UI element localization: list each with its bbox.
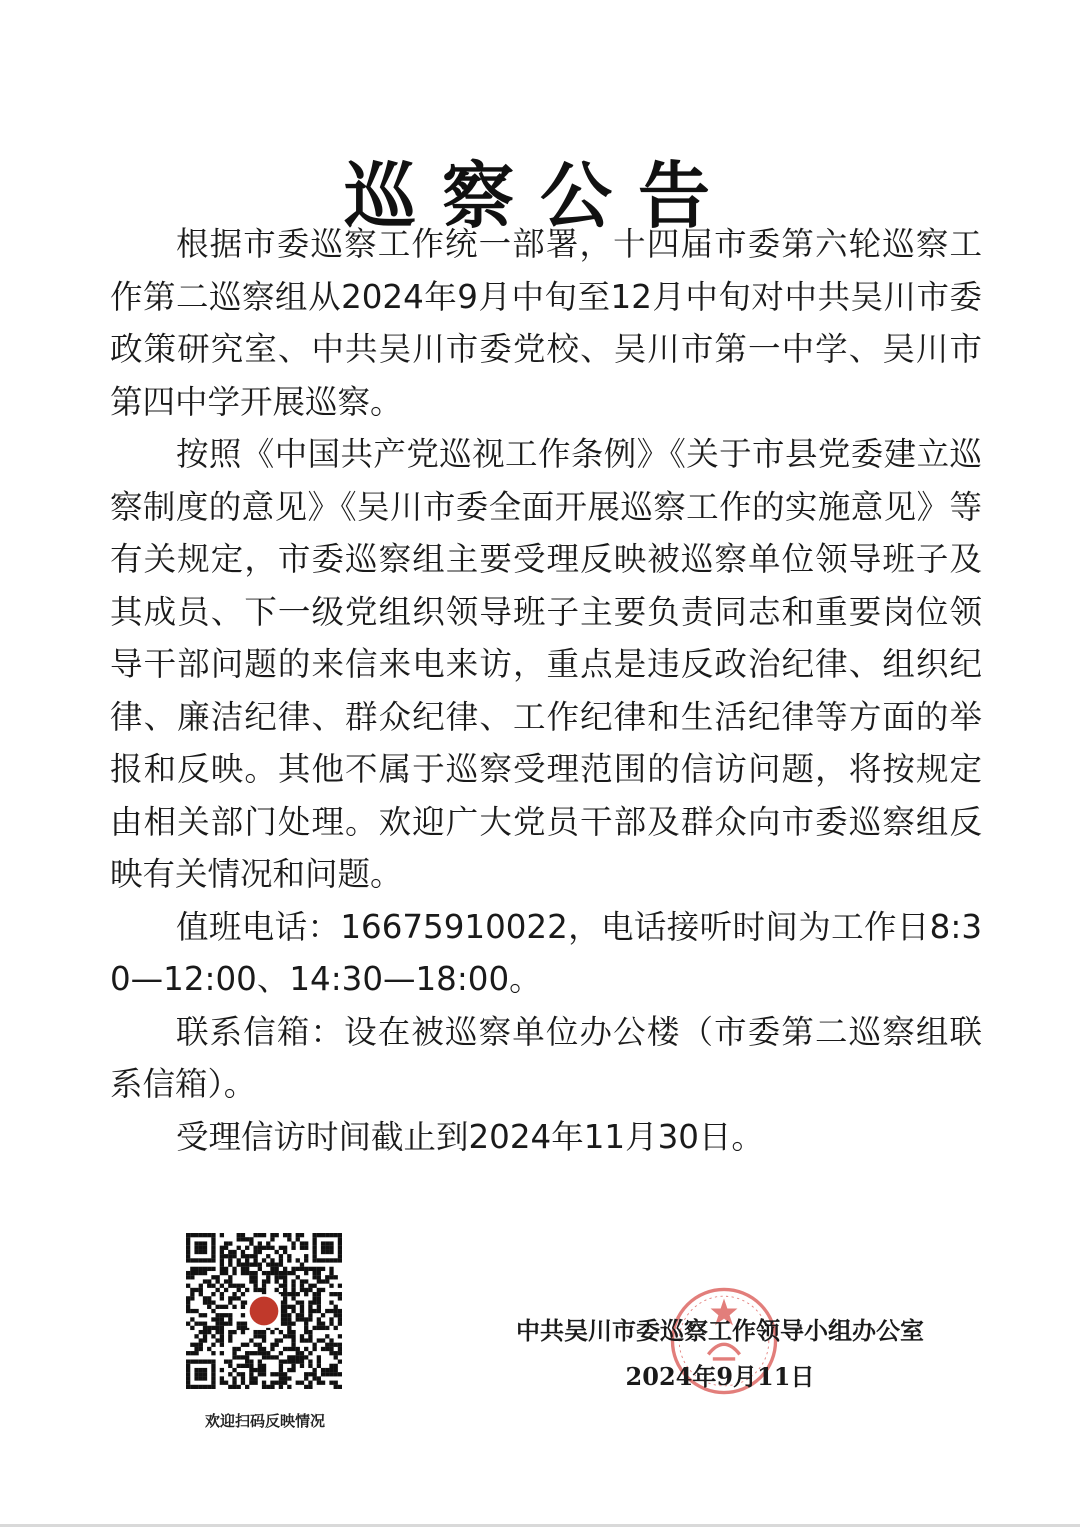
page-title: 巡察公告 — [343, 153, 736, 239]
signature-block — [480, 1308, 960, 1400]
paragraph-deadline: 受理信访时间截止到2024年11月30日。 — [176, 1117, 764, 1156]
signature-organization: 中共吴川市委巡察工作领导小组办公室 — [516, 1316, 924, 1345]
paragraph-scope: 根据市委巡察工作统一部署，十四届市委第六轮巡察工作第二巡察组从2024年9月中旬至12月中旬对中共吴川市委政策研究室、中共吴川市委党校、吴川市第一中学、吴川市第四中学开展巡察。 — [110, 225, 982, 421]
signature-date: 2024年9月11日 — [625, 1362, 815, 1391]
qr-caption: 欢迎扫码反映情况 — [204, 1412, 325, 1430]
qr-logo-icon — [250, 1297, 279, 1326]
paragraph-hotline: 值班电话：16675910022，电话接听时间为工作日8:30—12:00、14:30—18:00。 — [110, 907, 982, 998]
paragraph-mailbox: 联系信箱：设在被巡察单位办公楼（市委第二巡察组联系信箱）。 — [110, 1012, 982, 1103]
paragraph-regulations: 按照《中国共产党巡视工作条例》《关于市县党委建立巡察制度的意见》《吴川市委全面开展巡察工作的实施意见》等有关规定，市委巡察组主要受理反映被巡察单位领导班子及其成员、下一级党组织领导班子主要负责同志和重要岗位领导干部问题的来信来电来访，重点是违反政治纪律、组织纪律、廉洁纪律、群众纪律、工作纪律和生活纪律等方面的举报和反映。其他不属于巡察受理范围的信访问题，将按规定由相关部门处理。欢迎广大党员干部及群众向市委巡察组反映有关情况和问题。 — [110, 435, 982, 893]
announcement-body — [110, 218, 982, 1163]
qr-code-image — [186, 1233, 342, 1389]
qr-code[interactable] — [186, 1233, 342, 1389]
